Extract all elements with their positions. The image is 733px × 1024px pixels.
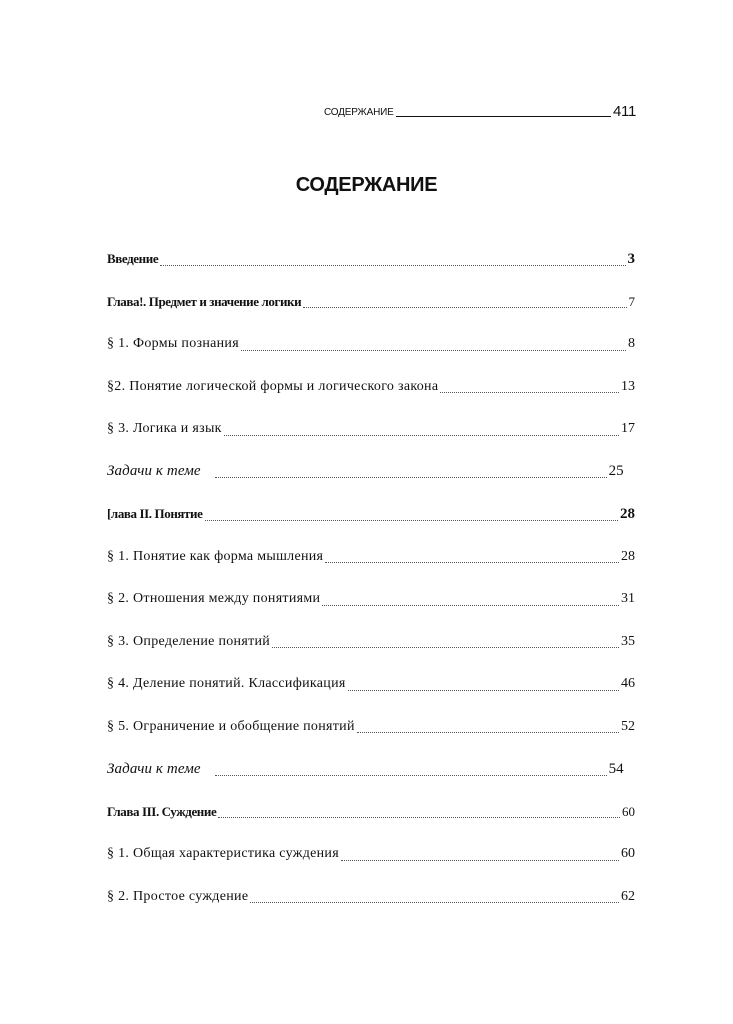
toc-entry-page-number: 62 [621,888,635,904]
toc-entry[interactable] [107,366,635,409]
toc-entry-page-number: 28 [621,548,635,564]
toc-entry[interactable] [107,706,635,749]
toc-entry-leader-dots [205,514,619,521]
toc-entry-page-number: 31 [621,591,635,607]
toc-entry-label: § 2. Простое суждение [107,888,249,904]
toc-entry[interactable] [107,748,635,791]
toc-entry-label: §2. Понятие логической формы и логического закона [107,378,439,394]
toc-entry-page-number: 60 [622,803,635,819]
toc-entry-label: § 1. Формы познания [107,336,239,352]
toc-entry-page-number: 17 [621,421,635,437]
running-header-page-number: 411 [612,103,636,120]
toc-entry[interactable] [107,791,635,834]
toc-entry-label: § 3. Определение понятий [107,633,271,649]
toc-entry-leader-dots [224,429,619,436]
toc-entry-leader-dots [325,556,619,563]
toc-entry-page-number: 60 [621,846,635,862]
toc-entry-leader-dots [241,344,626,351]
toc-entry-label: § 5. Ограничение и обобщение понятий [107,718,355,734]
table-of-contents [107,238,635,918]
toc-entry-leader-dots [250,896,619,903]
toc-entry-label: § 3. Логика и язык [107,421,222,437]
toc-entry[interactable] [107,323,635,366]
toc-entry[interactable] [107,833,635,876]
toc-entry[interactable] [107,536,635,579]
toc-entry-leader-dots [218,811,620,818]
toc-entry-label: § 4. Деление понятий. Классификация [107,676,346,692]
toc-entry[interactable] [107,451,635,494]
toc-entry-leader-dots [440,386,619,393]
toc-entry-page-number: 46 [621,676,635,692]
toc-entry-label: Глава!. Предмет и значение логики [107,293,302,309]
toc-entry[interactable] [107,876,635,919]
toc-entry-leader-dots [348,684,619,691]
toc-entry-page-number: 8 [628,336,635,352]
toc-entry-leader-dots [322,599,619,606]
toc-entry[interactable] [107,408,635,451]
running-header-title: СОДЕРЖАНИЕ [324,107,394,118]
toc-entry-leader-dots [160,259,625,266]
toc-entry[interactable] [107,238,635,281]
toc-entry-page-number: 7 [628,293,635,309]
toc-entry-page-number: 52 [621,718,635,734]
toc-entry-page-number: 25 [608,463,624,480]
toc-entry-leader-dots [215,471,607,478]
toc-entry[interactable] [107,578,635,621]
toc-entry[interactable] [107,493,635,536]
toc-entry-label: Глава III. Суждение [107,803,217,819]
toc-entry-label: [лава II. Понятие [107,506,203,522]
toc-entry[interactable] [107,281,635,324]
toc-entry-leader-dots [357,726,619,733]
toc-entry-leader-dots [303,301,626,308]
toc-entry-leader-dots [215,769,607,776]
toc-entry-leader-dots [341,854,619,861]
running-header [324,100,636,120]
toc-entry-page-number: 3 [627,250,635,267]
toc-entry-page-number: 28 [620,505,635,522]
toc-entry-label: § 1. Понятие как форма мышления [107,548,324,564]
toc-entry-page-number: 54 [608,760,624,777]
toc-entry-label: Введение [107,251,159,267]
toc-entry-page-number: 35 [621,633,635,649]
page-title: СОДЕРЖАНИЕ [295,174,438,196]
toc-entry[interactable] [107,663,635,706]
toc-entry-leader-dots [272,641,619,648]
toc-entry-label: Задачи к теме [107,760,201,777]
running-header-rule [396,116,611,117]
toc-entry-label: Задачи к теме [107,463,201,480]
toc-entry-page-number: 13 [621,378,635,394]
toc-entry[interactable] [107,621,635,664]
toc-entry-label: § 2. Отношения между понятиями [107,591,321,607]
toc-entry-label: § 1. Общая характеристика суждения [107,846,339,862]
